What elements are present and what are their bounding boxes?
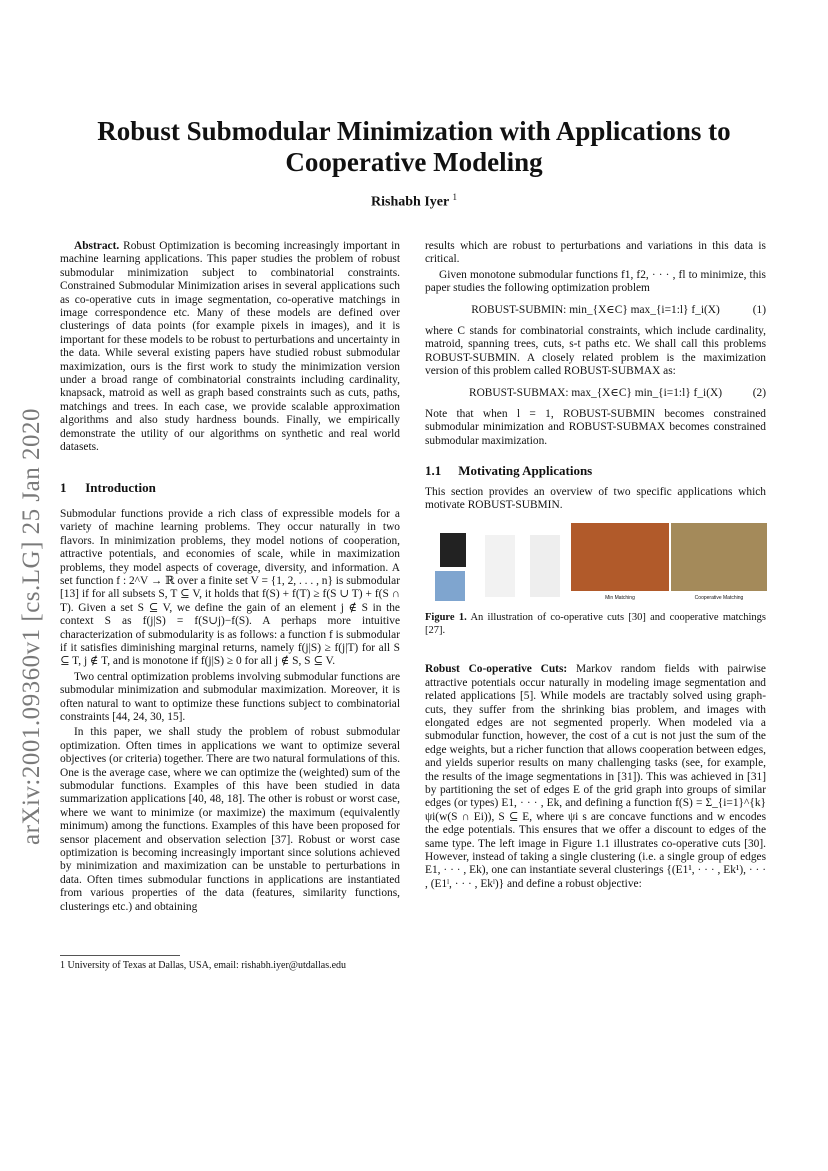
right-paragraph-4: Note that when l = 1, ROBUST-SUBMIN becomes constrained submodular minimization and ROBUST-SUBMAX becomes constrained submodular maximization.: [425, 408, 766, 447]
paragraph-run-in-heading: Robust Co-operative Cuts:: [425, 663, 568, 676]
figure-min-matching-image: [571, 523, 669, 591]
paragraph-6-text: Markov random fields with pairwise attractive potentials occur naturally in modeling image segmentation and related applications [5]. While models are tractably solved using graph-cuts, they suffer from the shrinking bias problem, and images with elongated edges are not segmented properly. When modeled via a submodular function, however, the cost of a cut is not just the sum of the edge weights, but a richer function that allows cooperation between edges, and yields superior results on many challenging tasks (see, for example, the results of the image segmentations in [31]). This was achieved in [31] by partitioning the set of edges E of the grid graph into groups of similar edges (or types) E1, · · · , Ek, and defining a function f(S) = Σ_{i=1}^{k} ψi(w(S ∩ Ei)), S ⊆ E, where ψi s are concave functions and w encodes the edge potentials. This ensures that we offer a discount to edges of the same type. The left image in Figure 1.1 illustrates co-operative cuts [30]. However, instead of taking a single clustering (i.e. a single group of edges E1, · · · , Ek), one can instantiate several clusterings {(E1¹, · · · , Ek¹), · · · , (E1ˡ, · · · , Ekˡ)} and define a robust objective:: [425, 663, 766, 890]
section-number: 1: [60, 479, 67, 495]
equation-1-body: ROBUST-SUBMIN: min_{X∈C} max_{i=1:l} f_i(X): [471, 303, 720, 316]
right-paragraph-5: This section provides an overview of two specific applications which motivate ROBUST-SUBMIN.: [425, 485, 766, 512]
right-paragraph-6: [425, 663, 766, 891]
arxiv-identifier: arXiv:2001.09360v1 [cs.LG] 25 Jan 2020: [18, 408, 45, 845]
right-column: [425, 240, 766, 893]
paper-title: Robust Submodular Minimization with Applications to Cooperative Modeling: [97, 116, 731, 177]
abstract-text: Robust Optimization is becoming increasingly important in machine learning applications. This paper studies the problem of robust submodular minimization subject to combinatorial constraints. Constrained Submodular Minimization arises in several applications such as co-operative cuts in image segmentation, co-operative matchings in image correspondence etc. Many of these models are defined over clusterings of data points (for example pixels in images), and it is important for these models to be robust to perturbations and uncertainty in the data. While several existing papers have studied robust submodular maximization, ours is the first work to study the minimization version under a broad range of combinatorial constraints including cardinality, knapsack, matroid as well as graph based constraints such as cuts, paths, matchings and trees. In each case, we provide scalable approximation algorithms and also study hardness bounds. Finally, we empirically demonstrate the utility of our algorithms on synthetic and real world datasets.: [60, 240, 400, 454]
footnote-text: 1 University of Texas at Dallas, USA, email: rishabh.iyer@utdallas.edu: [60, 960, 347, 971]
equation-1: [425, 304, 766, 317]
abstract: [60, 240, 400, 455]
figure-plant-sketch-1: [485, 535, 515, 597]
section-title: Introduction: [85, 479, 156, 495]
subsection-number: 1.1: [425, 463, 442, 479]
right-paragraph-2: Given monotone submodular functions f1, f2, · · · , fl to minimize, this paper studies the following optimization problem: [425, 268, 766, 295]
intro-paragraph-3: In this paper, we shall study the problem of robust submodular optimization. Often times in applications we want to optimize several objectives (or criteria) together. There are two natural formulations of this. One is the average case, where we can optimize the (weighted) sum of the submodular functions. Examples of this have been studied in data summarization applications [40, 48, 18]. The other is robust or worst case, where we want to minimize (or maximize) the maximum (equivalently minimum) among the functions. Examples of this have been proposed for sensor placement and observation selection [37]. Robust or worst case optimization is becoming increasingly important since solutions achieved by minimization and maximization can be unstable to perturbations in data. Often times submodular functions in applications are instantiated from various properties of the data (features, similarity functions, clusterings etc.) and obtaining: [60, 726, 400, 913]
section-heading-introduction: [60, 481, 400, 494]
intro-paragraph-2: Two central optimization problems involving submodular functions are submodular minimization and submodular maximization. Moreover, it is often natural to want to optimize these functions subject to combinatorial constraints [44, 24, 30, 15].: [60, 670, 400, 723]
subsection-title: Motivating Applications: [458, 463, 593, 479]
equation-2-body: ROBUST-SUBMAX: max_{X∈C} min_{i=1:l} f_i(X): [468, 386, 723, 399]
author-name: Rishabh Iyer: [371, 194, 449, 210]
equation-1-number: (1): [752, 303, 766, 316]
intro-paragraph-1: Submodular functions provide a rich class of expressible models for a variety of machine learning problems. They occur naturally in two flavors. In minimization problems, they model notions of cooperation, attractive potentials, and economies of scale, while in maximization problems, they model aspects of coverage, diversity, and information. A set function f : 2^V → ℝ over a finite set V = {1, 2, . . . , n} is submodular [13] if for all subsets S, T ⊆ V, it holds that f(S) + f(T) ≥ f(S ∪ T) + f(S ∩ T). Given a set S ⊆ V, we define the gain of an element j ∉ S in the context S as f(j|S) = f(S∪j)−f(S). A perhaps more intuitive characterization of submodularity is as follows: a function f is submodular if it satisfies diminishing marginal returns, namely f(j|S) ≥ f(j|T) for all S ⊆ T, j ∉ T, and is monotone if f(j|S) ≥ 0 for all j ∉ S, S ⊆ V.: [60, 507, 400, 668]
figure-caption-label: Figure 1.: [425, 611, 467, 623]
abstract-label: Abstract.: [74, 240, 120, 252]
figure-plant-sketch-2: [530, 535, 560, 597]
figure-cooperative-matching-image: [671, 523, 767, 591]
equation-2: [425, 387, 766, 400]
figure-thumbnail-sky: [435, 571, 465, 601]
author-line: [60, 192, 768, 211]
right-paragraph-3: where C stands for combinatorial constraints, which include cardinality, matroid, spanning trees, cuts, s-t paths etc. We shall call this problems ROBUST-SUBMIN. A closely related problem is the maximization version of this problem called ROBUST-SUBMAX as:: [425, 325, 766, 378]
figure-1: [425, 523, 766, 605]
figure-thumbnail-dark: [440, 533, 466, 567]
footnote: [60, 955, 400, 971]
footnote-rule: [60, 955, 180, 956]
equation-2-number: (2): [752, 386, 766, 399]
figure-label-cooperative-matching: Cooperative Matching: [694, 594, 744, 601]
author-footnote-mark: 1: [452, 192, 457, 202]
left-column: [60, 240, 400, 916]
figure-caption: [425, 611, 766, 638]
figure-caption-text: An illustration of co-operative cuts [30] and cooperative matchings [27].: [425, 611, 766, 636]
subsection-heading: [425, 464, 766, 477]
figure-label-min-matching: Min Matching: [605, 594, 635, 601]
right-paragraph-1: results which are robust to perturbations and variations in this data is critical.: [425, 240, 766, 266]
